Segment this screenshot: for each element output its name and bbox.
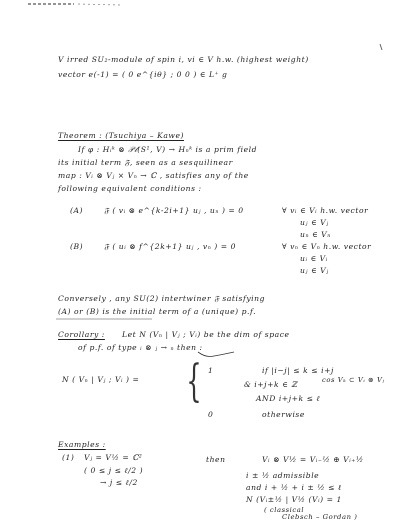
- example-right-4: N (Vᵢ±½ | V½ (Vᵢ) = 1: [246, 495, 342, 504]
- example-right-5: ( classical: [264, 506, 305, 514]
- condition-a-side-3: uₙ ∈ Vₙ: [300, 230, 331, 239]
- example-right-1: Vᵢ ⊗ V½ = Vᵢ₋½ ⊕ Vᵢ₊½: [262, 455, 364, 464]
- converse-line-1: Conversely , any SU(2) intertwiner 𝔉 satisfying: [58, 294, 265, 303]
- condition-a-label: (A): [70, 206, 84, 215]
- condition-a-formula: 𝔉 ( vᵢ ⊗ e^{k-2i+1} uⱼ , uₙ ) = 0: [104, 206, 244, 215]
- example-then: then: [206, 455, 226, 464]
- cases-brace: {: [186, 356, 202, 407]
- examples-heading: Examples :: [58, 440, 106, 449]
- corollary-heading: Corollary :: [58, 330, 105, 339]
- converse-underline: [56, 318, 156, 322]
- corollary-line-2: of p.f. of type ᵢ ⊗ ⱼ → ₙ then :: [78, 343, 203, 352]
- theorem-line-1: If φ : Hᵢᵏ ⊗ 𝒫𝓁(S¹, V) → Hₙᵏ is a prim field: [78, 145, 258, 154]
- converse-line-2: (A) or (B) is the initial term of a (unique) p.f.: [58, 307, 257, 316]
- condition-b-side-1: ∀ vₙ ∈ Vₙ h.w. vector: [282, 242, 372, 251]
- example-right-3: and i + ½ + i ± ½ ≤ ℓ: [246, 483, 342, 492]
- case-1-condition-3: AND i+j+k ≤ ℓ: [256, 394, 321, 403]
- case-1-condition-2: & i+j+k ∈ ℤ: [244, 380, 298, 389]
- theorem-heading: Theorem : (Tsuchiya – Kawe): [58, 131, 185, 140]
- condition-b-side-3: uⱼ ∈ Vⱼ: [300, 266, 329, 275]
- condition-b-side-2: uᵢ ∈ Vᵢ: [300, 254, 328, 263]
- intro-line-2: vector e(-1) = ( 0 e^{iθ} ; 0 0 ) ∈ L⁺ g: [58, 70, 228, 79]
- example-1-label: (1): [62, 453, 75, 462]
- intro-line-1: V irred SU₂-module of spin i, vi ∈ V h.w. (highest weight): [58, 55, 309, 64]
- theorem-line-3: map : Vᵢ ⊗ Vⱼ × Vₙ → ℂ , satisfies any of the: [58, 171, 249, 180]
- example-left-2: ( 0 ≤ j ≤ ℓ/2 ): [84, 466, 144, 475]
- example-left-1: Vⱼ = V½ = ℂ²: [84, 453, 143, 462]
- case-1-value: 1: [208, 366, 214, 375]
- condition-a-side-1: ∀ vᵢ ∈ Vᵢ h.w. vector: [282, 206, 369, 215]
- example-right-6: Clebsch – Gordan ): [282, 513, 358, 521]
- theorem-line-2: its initial term 𝔉, seen as a sesquilinear: [58, 158, 233, 167]
- brace-under-type: [196, 350, 236, 362]
- case-2-value: 0: [208, 410, 214, 419]
- case-1-condition-1: if |i−j| ≤ k ≤ i+j: [262, 366, 334, 375]
- theorem-line-4: following equivalent conditions :: [58, 184, 202, 193]
- condition-b-formula: 𝔉 ( uᵢ ⊗ f^{2k+1} uⱼ , vₙ ) = 0: [104, 242, 237, 251]
- condition-a-side-2: uⱼ ∈ Vⱼ: [300, 218, 329, 227]
- example-right-2: i ± ½ admissible: [246, 471, 320, 480]
- example-left-3: → j ≤ ℓ/2: [100, 478, 138, 487]
- case-2-condition: otherwise: [262, 410, 305, 419]
- condition-b-label: (B): [70, 242, 84, 251]
- corollary-lhs: N ( Vₙ | Vⱼ ; Vᵢ ) =: [62, 375, 140, 384]
- case-1-note: cos Vₖ ⊂ Vᵢ ⊗ Vⱼ: [322, 376, 385, 384]
- corollary-line-1: Let N (Vₙ | Vⱼ ; Vᵢ) be the dim of space: [122, 330, 290, 339]
